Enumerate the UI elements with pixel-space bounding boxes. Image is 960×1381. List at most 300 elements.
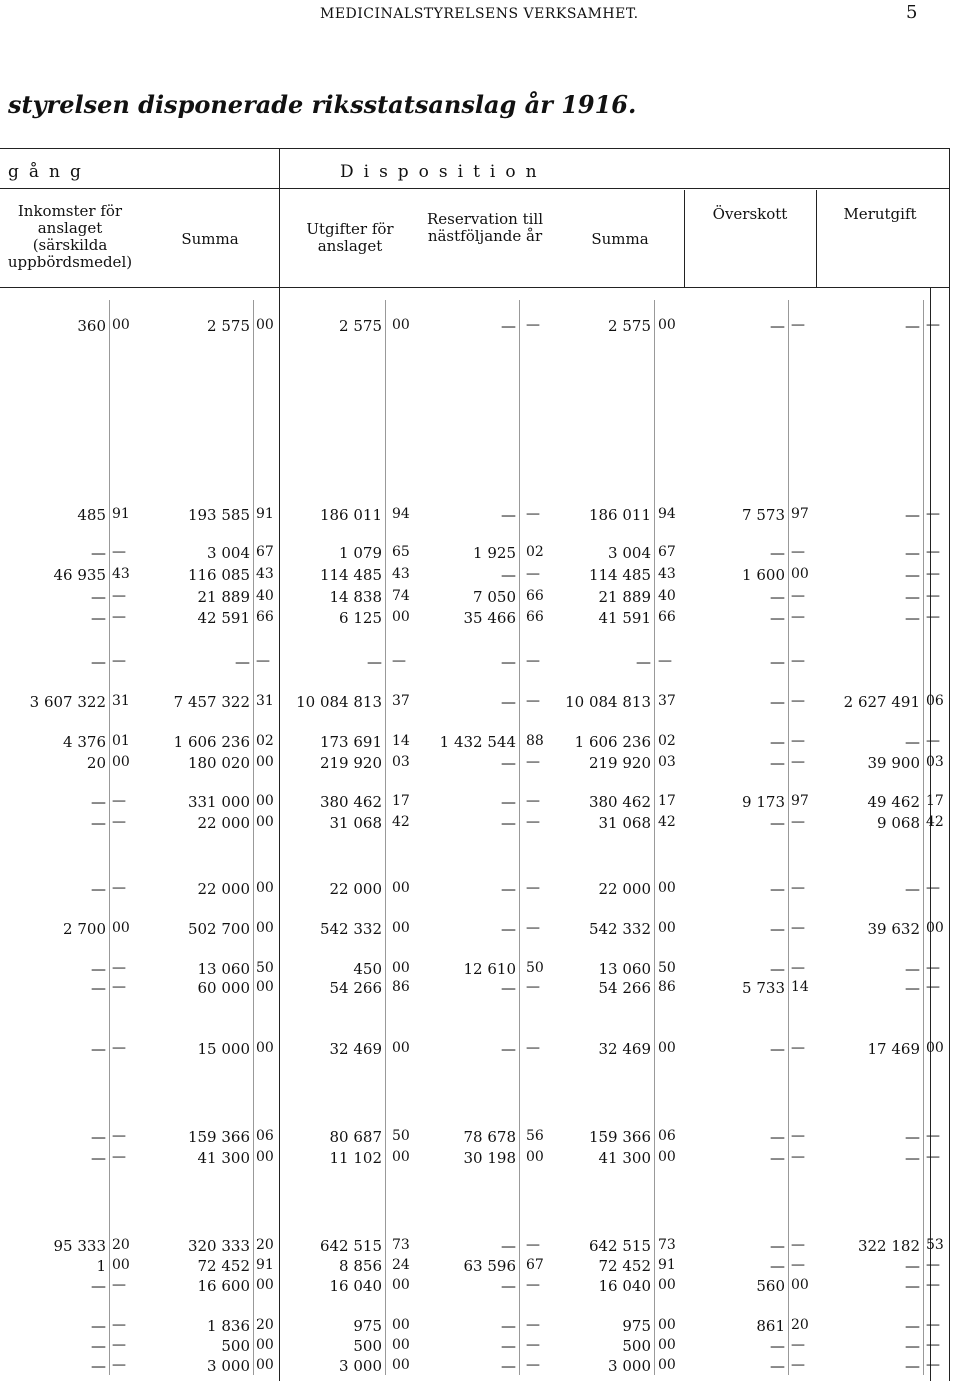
table-cell-kronor: 114 485	[588, 566, 651, 584]
table-cell-ore: —	[926, 317, 940, 333]
table-cell-ore: —	[658, 653, 672, 669]
table-cell-ore: 17	[658, 793, 676, 809]
table-cell-kronor: 380 462	[319, 793, 382, 811]
table-cell-kronor: 360	[77, 317, 106, 335]
table-cell-kronor: 219 920	[319, 754, 382, 772]
table-cell-kronor: 7 050	[473, 588, 516, 606]
table-cell-ore: 74	[392, 588, 410, 604]
table-cell-kronor: —	[905, 544, 920, 562]
table-cell-ore: —	[526, 693, 540, 709]
table-cell-ore: —	[112, 1337, 126, 1353]
table-cell-kronor: —	[770, 653, 785, 671]
table-cell-kronor: 500	[622, 1337, 651, 1355]
table-cell-kronor: —	[770, 880, 785, 898]
table-cell-ore: —	[791, 544, 805, 560]
table-cell-ore: 20	[112, 1237, 130, 1253]
column-header-reservation: Reservation till nästföljande år	[426, 210, 544, 245]
table-cell-kronor: 54 266	[329, 979, 382, 997]
table-cell-ore: 00	[658, 880, 676, 896]
table-cell-ore: 01	[112, 733, 130, 749]
table-cell-ore: 00	[256, 1040, 274, 1056]
table-cell-ore: —	[112, 1040, 126, 1056]
table-cell-ore: 00	[392, 1040, 410, 1056]
table-cell-ore: 67	[526, 1257, 544, 1273]
table-cell-kronor: —	[501, 653, 516, 671]
table-cell-kronor: —	[905, 588, 920, 606]
table-cell-kronor: 331 000	[187, 793, 250, 811]
table-cell-kronor: —	[770, 1149, 785, 1167]
table-cell-ore: 86	[392, 979, 410, 995]
table-cell-kronor: —	[905, 1317, 920, 1335]
table-cell-ore: 86	[658, 979, 676, 995]
table-cell-kronor: 1 079	[339, 544, 382, 562]
table-cell-kronor: 642 515	[319, 1237, 382, 1255]
table-cell-ore: 91	[256, 1257, 274, 1273]
table-cell-kronor: 22 000	[598, 880, 651, 898]
table-cell-ore: 88	[526, 733, 544, 749]
table-cell-kronor: 13 060	[598, 960, 651, 978]
table-cell-kronor: 322 182	[857, 1237, 920, 1255]
table-cell-kronor: 485	[77, 506, 106, 524]
table-cell-kronor: 4 376	[63, 733, 106, 751]
table-cell-ore: 50	[392, 1128, 410, 1144]
table-cell-ore: 00	[658, 1277, 676, 1293]
table-cell-ore: —	[526, 1237, 540, 1253]
table-cell-kronor: 186 011	[588, 506, 651, 524]
table-cell-ore: —	[791, 1040, 805, 1056]
table-cell-ore: —	[926, 1357, 940, 1373]
table-cell-kronor: 10 084 813	[296, 693, 382, 711]
table-cell-kronor: 95 333	[53, 1237, 106, 1255]
table-cell-kronor: —	[91, 544, 106, 562]
table-cell-ore: 00	[392, 960, 410, 976]
table-cell-kronor: 1 432 544	[439, 733, 516, 751]
table-cell-kronor: —	[91, 588, 106, 606]
table-cell-kronor: —	[905, 1149, 920, 1167]
table-cell-ore: —	[526, 1357, 540, 1373]
table-cell-kronor: 39 632	[867, 920, 920, 938]
table-cell-ore: —	[526, 1040, 540, 1056]
table-cell-kronor: 46 935	[53, 566, 106, 584]
table-cell-ore: 14	[791, 979, 809, 995]
table-cell-ore: —	[526, 1337, 540, 1353]
table-cell-ore: 00	[658, 1040, 676, 1056]
table-cell-ore: —	[256, 653, 270, 669]
table-cell-ore: 00	[392, 1317, 410, 1333]
table-cell-ore: —	[112, 653, 126, 669]
table-cell-ore: —	[926, 960, 940, 976]
table-cell-kronor: 1 600	[742, 566, 785, 584]
table-cell-kronor: 31 068	[598, 814, 651, 832]
table-cell-kronor: 9 068	[877, 814, 920, 832]
table-cell-ore: 00	[112, 754, 130, 770]
table-cell-ore: —	[926, 880, 940, 896]
table-cell-ore: —	[791, 1149, 805, 1165]
table-cell-ore: —	[526, 653, 540, 669]
table-cell-kronor: —	[770, 1237, 785, 1255]
table-cell-kronor: 7 573	[742, 506, 785, 524]
table-cell-kronor: —	[905, 609, 920, 627]
table-cell-kronor: 16 600	[197, 1277, 250, 1295]
table-cell-kronor: —	[770, 693, 785, 711]
table-cell-kronor: —	[770, 1357, 785, 1375]
table-cell-ore: 00	[256, 1149, 274, 1165]
table-cell-ore: 00	[256, 880, 274, 896]
table-cell-ore: —	[112, 960, 126, 976]
table-cell-kronor: —	[501, 793, 516, 811]
table-cell-kronor: 193 585	[187, 506, 250, 524]
cents-divider	[788, 300, 789, 1375]
table-cell-kronor: —	[501, 693, 516, 711]
group-rule	[0, 188, 950, 189]
table-cell-ore: —	[926, 979, 940, 995]
table-cell-ore: 00	[658, 1357, 676, 1373]
table-cell-kronor: —	[770, 754, 785, 772]
table-cell-kronor: 7 457 322	[173, 693, 250, 711]
table-cell-kronor: —	[501, 506, 516, 524]
header-bottom-rule	[0, 287, 950, 288]
table-cell-ore: —	[112, 814, 126, 830]
table-cell-ore: —	[926, 1277, 940, 1293]
table-cell-kronor: 1	[96, 1257, 106, 1275]
table-cell-kronor: —	[770, 544, 785, 562]
table-cell-ore: 06	[256, 1128, 274, 1144]
table-cell-kronor: —	[501, 814, 516, 832]
table-cell-kronor: 41 591	[598, 609, 651, 627]
table-cell-ore: 00	[926, 920, 944, 936]
table-cell-kronor: 78 678	[463, 1128, 516, 1146]
table-cell-ore: 37	[658, 693, 676, 709]
table-cell-ore: 00	[256, 1337, 274, 1353]
table-cell-kronor: —	[905, 979, 920, 997]
table-cell-kronor: 80 687	[329, 1128, 382, 1146]
table-cell-ore: 02	[256, 733, 274, 749]
table-cell-ore: —	[926, 733, 940, 749]
table-cell-ore: 66	[526, 588, 544, 604]
table-cell-kronor: 159 366	[588, 1128, 651, 1146]
table-cell-ore: 91	[256, 506, 274, 522]
table-cell-kronor: —	[91, 1317, 106, 1335]
table-cell-ore: —	[526, 506, 540, 522]
table-cell-kronor: 17 469	[867, 1040, 920, 1058]
table-cell-kronor: —	[501, 880, 516, 898]
table-cell-ore: 50	[526, 960, 544, 976]
table-cell-ore: 00	[926, 1040, 944, 1056]
running-header: MEDICINALSTYRELSENS VERKSAMHET.	[320, 6, 639, 22]
table-cell-ore: 53	[926, 1237, 944, 1253]
table-cell-ore: 00	[791, 566, 809, 582]
table-cell-kronor: 8 856	[339, 1257, 382, 1275]
table-cell-kronor: —	[501, 920, 516, 938]
table-cell-kronor: 60 000	[197, 979, 250, 997]
table-cell-ore: —	[791, 880, 805, 896]
table-cell-ore: —	[526, 317, 540, 333]
table-cell-ore: 73	[392, 1237, 410, 1253]
table-cell-ore: 00	[256, 754, 274, 770]
table-cell-kronor: 1 606 236	[173, 733, 250, 751]
table-cell-kronor: 39 900	[867, 754, 920, 772]
table-cell-kronor: —	[91, 1277, 106, 1295]
table-cell-kronor: —	[905, 566, 920, 584]
table-cell-ore: —	[791, 814, 805, 830]
table-cell-ore: —	[112, 1128, 126, 1144]
table-cell-kronor: —	[91, 960, 106, 978]
table-cell-ore: —	[791, 920, 805, 936]
table-cell-kronor: 180 020	[187, 754, 250, 772]
table-cell-kronor: —	[501, 1317, 516, 1335]
table-cell-ore: 43	[112, 566, 130, 582]
table-cell-ore: 42	[658, 814, 676, 830]
table-cell-ore: 94	[658, 506, 676, 522]
table-cell-kronor: 3 000	[207, 1357, 250, 1375]
table-cell-kronor: —	[636, 653, 651, 671]
table-cell-ore: 17	[392, 793, 410, 809]
table-cell-ore: 00	[658, 317, 676, 333]
table-cell-kronor: 2 700	[63, 920, 106, 938]
table-cell-kronor: 542 332	[319, 920, 382, 938]
table-cell-ore: —	[791, 733, 805, 749]
table-cell-kronor: 22 000	[197, 880, 250, 898]
table-cell-kronor: —	[501, 566, 516, 584]
table-cell-kronor: 22 000	[329, 880, 382, 898]
table-cell-ore: —	[526, 920, 540, 936]
table-cell-ore: 31	[112, 693, 130, 709]
table-cell-ore: 00	[392, 880, 410, 896]
table-cell-kronor: 1 925	[473, 544, 516, 562]
column-header-overskott: Överskott	[712, 205, 788, 223]
table-cell-ore: 00	[658, 1337, 676, 1353]
table-cell-kronor: —	[91, 880, 106, 898]
table-cell-ore: —	[926, 544, 940, 560]
table-cell-kronor: 114 485	[319, 566, 382, 584]
table-cell-ore: 00	[256, 979, 274, 995]
table-cell-kronor: —	[770, 588, 785, 606]
table-cell-kronor: —	[905, 1357, 920, 1375]
table-cell-ore: —	[791, 1237, 805, 1253]
table-cell-kronor: —	[91, 609, 106, 627]
table-cell-kronor: —	[501, 1337, 516, 1355]
table-cell-kronor: 72 452	[197, 1257, 250, 1275]
table-cell-ore: —	[112, 609, 126, 625]
table-cell-ore: 02	[526, 544, 544, 560]
table-cell-kronor: —	[501, 1237, 516, 1255]
table-cell-kronor: 32 469	[598, 1040, 651, 1058]
cents-divider	[654, 300, 655, 1375]
table-cell-ore: 73	[658, 1237, 676, 1253]
table-cell-ore: —	[791, 1128, 805, 1144]
table-cell-ore: 00	[256, 1357, 274, 1373]
table-cell-ore: —	[112, 793, 126, 809]
table-cell-kronor: 22 000	[197, 814, 250, 832]
table-cell-ore: 03	[658, 754, 676, 770]
table-cell-kronor: —	[770, 1257, 785, 1275]
table-cell-ore: 06	[658, 1128, 676, 1144]
table-cell-kronor: —	[501, 1040, 516, 1058]
table-cell-kronor: —	[905, 880, 920, 898]
table-cell-kronor: 16 040	[598, 1277, 651, 1295]
table-cell-ore: —	[526, 880, 540, 896]
table-cell-kronor: 3 000	[608, 1357, 651, 1375]
table-cell-kronor: 2 627 491	[843, 693, 920, 711]
table-cell-kronor: —	[501, 1357, 516, 1375]
table-cell-ore: —	[392, 653, 406, 669]
table-cell-kronor: —	[91, 1357, 106, 1375]
table-cell-kronor: —	[905, 960, 920, 978]
table-cell-ore: 20	[256, 1317, 274, 1333]
table-cell-ore: 00	[256, 814, 274, 830]
table-cell-ore: —	[926, 609, 940, 625]
table-cell-kronor: 159 366	[187, 1128, 250, 1146]
column-header-summa-1: Summa	[181, 230, 239, 248]
table-cell-ore: —	[791, 317, 805, 333]
table-cell-ore: 43	[256, 566, 274, 582]
table-cell-ore: 17	[926, 793, 944, 809]
table-cell-ore: —	[926, 506, 940, 522]
table-cell-ore: —	[112, 880, 126, 896]
table-cell-kronor: 5 733	[742, 979, 785, 997]
table-cell-kronor: 219 920	[588, 754, 651, 772]
table-cell-ore: 43	[658, 566, 676, 582]
table-cell-kronor: —	[91, 814, 106, 832]
table-cell-kronor: 642 515	[588, 1237, 651, 1255]
table-cell-kronor: 54 266	[598, 979, 651, 997]
table-cell-kronor: —	[905, 317, 920, 335]
table-cell-ore: 66	[256, 609, 274, 625]
table-cell-kronor: —	[770, 814, 785, 832]
table-cell-ore: 67	[658, 544, 676, 560]
table-cell-kronor: 3 000	[339, 1357, 382, 1375]
table-cell-kronor: —	[501, 1277, 516, 1295]
column-header-summa-2: Summa	[591, 230, 649, 248]
table-cell-kronor: 42 591	[197, 609, 250, 627]
table-cell-kronor: —	[770, 317, 785, 335]
table-cell-ore: 94	[392, 506, 410, 522]
table-cell-ore: 00	[392, 1277, 410, 1293]
table-cell-ore: 00	[256, 1277, 274, 1293]
table-cell-ore: 50	[256, 960, 274, 976]
table-cell-ore: —	[526, 814, 540, 830]
table-cell-ore: 20	[256, 1237, 274, 1253]
table-cell-kronor: —	[367, 653, 382, 671]
table-cell-kronor: 3 607 322	[29, 693, 106, 711]
table-cell-ore: 31	[256, 693, 274, 709]
table-cell-kronor: —	[91, 1337, 106, 1355]
table-cell-ore: 00	[791, 1277, 809, 1293]
table-cell-ore: 00	[112, 317, 130, 333]
table-cell-ore: 65	[392, 544, 410, 560]
cents-divider	[253, 300, 254, 1375]
table-cell-ore: 00	[658, 1317, 676, 1333]
table-cell-kronor: —	[770, 920, 785, 938]
table-cell-ore: 67	[256, 544, 274, 560]
table-cell-ore: 00	[392, 1149, 410, 1165]
table-cell-kronor: 3 004	[608, 544, 651, 562]
table-cell-kronor: —	[905, 506, 920, 524]
table-cell-ore: 00	[256, 317, 274, 333]
table-cell-ore: —	[926, 588, 940, 604]
column-header-utgifter: Utgifter för anslaget	[306, 220, 394, 255]
table-cell-ore: —	[526, 754, 540, 770]
column-header-merutgift: Merutgift	[843, 205, 917, 223]
table-cell-kronor: 63 596	[463, 1257, 516, 1275]
table-cell-ore: 00	[526, 1149, 544, 1165]
table-cell-ore: —	[926, 1337, 940, 1353]
table-cell-ore: —	[926, 566, 940, 582]
table-cell-ore: 42	[392, 814, 410, 830]
table-cell-ore: —	[791, 960, 805, 976]
table-cell-kronor: —	[91, 793, 106, 811]
table-cell-kronor: 10 084 813	[565, 693, 651, 711]
table-cell-ore: 42	[926, 814, 944, 830]
table-cell-ore: —	[112, 588, 126, 604]
table-cell-ore: —	[791, 754, 805, 770]
table-cell-kronor: 72 452	[598, 1257, 651, 1275]
table-cell-kronor: 2 575	[339, 317, 382, 335]
table-cell-ore: 37	[392, 693, 410, 709]
table-cell-kronor: —	[770, 1128, 785, 1146]
table-cell-kronor: 380 462	[588, 793, 651, 811]
table-cell-ore: —	[526, 793, 540, 809]
table-cell-kronor: 2 575	[207, 317, 250, 335]
table-cell-kronor: 173 691	[319, 733, 382, 751]
table-cell-kronor: 30 198	[463, 1149, 516, 1167]
group-header-disposition: Disposition	[340, 162, 547, 182]
table-cell-ore: 97	[791, 506, 809, 522]
table-cell-ore: —	[112, 544, 126, 560]
cents-divider	[109, 300, 110, 1375]
table-cell-kronor: —	[91, 979, 106, 997]
table-cell-kronor: 1 836	[207, 1317, 250, 1335]
table-cell-kronor: 21 889	[598, 588, 651, 606]
column-divider	[684, 190, 685, 288]
table-cell-ore: 56	[526, 1128, 544, 1144]
table-cell-ore: —	[791, 653, 805, 669]
table-cell-kronor: 320 333	[187, 1237, 250, 1255]
table-cell-kronor: —	[770, 1337, 785, 1355]
table-cell-kronor: 861	[756, 1317, 785, 1335]
table-cell-kronor: —	[501, 754, 516, 772]
table-cell-ore: 00	[392, 317, 410, 333]
table-cell-ore: —	[112, 979, 126, 995]
table-cell-ore: —	[791, 609, 805, 625]
table-cell-kronor: —	[905, 1257, 920, 1275]
table-cell-ore: 00	[658, 920, 676, 936]
table-cell-ore: —	[926, 1317, 940, 1333]
table-cell-kronor: 15 000	[197, 1040, 250, 1058]
table-cell-ore: 40	[658, 588, 676, 604]
table-cell-kronor: 500	[221, 1337, 250, 1355]
table-cell-kronor: 6 125	[339, 609, 382, 627]
table-cell-kronor: 20	[86, 754, 106, 772]
table-cell-ore: —	[526, 979, 540, 995]
page-title: styrelsen disponerade riksstatsanslag år 1916.	[8, 90, 637, 119]
cents-divider	[923, 300, 924, 1375]
table-cell-kronor: 2 575	[608, 317, 651, 335]
table-cell-kronor: 500	[353, 1337, 382, 1355]
table-cell-ore: —	[926, 1257, 940, 1273]
table-cell-kronor: —	[91, 1128, 106, 1146]
table-cell-ore: —	[926, 1149, 940, 1165]
cents-divider	[519, 300, 520, 1375]
table-cell-kronor: 13 060	[197, 960, 250, 978]
table-cell-kronor: —	[235, 653, 250, 671]
page-number: 5	[906, 2, 918, 23]
table-cell-ore: —	[112, 1277, 126, 1293]
table-cell-kronor: 9 173	[742, 793, 785, 811]
table-cell-ore: —	[791, 693, 805, 709]
table-cell-kronor: —	[905, 1337, 920, 1355]
table-cell-kronor: —	[770, 960, 785, 978]
